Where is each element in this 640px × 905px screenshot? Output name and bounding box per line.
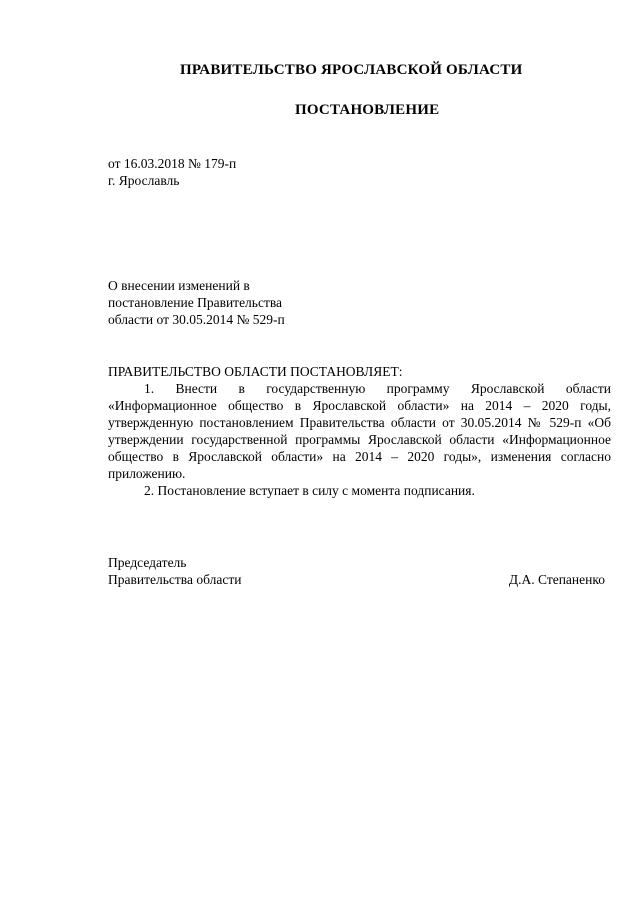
subject-line-2: постановление Правительства — [108, 295, 283, 310]
signatory-title-line-1: Председатель — [108, 555, 187, 570]
decree-statement: ПРАВИТЕЛЬСТВО ОБЛАСТИ ПОСТАНОВЛЯЕТ: — [108, 364, 403, 379]
signatory-title-line-2: Правительства области — [108, 572, 242, 587]
document-meta — [108, 155, 236, 189]
document-body — [108, 363, 611, 499]
city: г. Ярославль — [108, 173, 180, 188]
signature-row — [108, 571, 605, 588]
decree-item-2: 2. Постановление вступает в силу с момента подписания. — [144, 483, 475, 498]
document-type-title: ПОСТАНОВЛЕНИЕ — [295, 102, 440, 118]
subject-line-3: области от 30.05.2014 № 529-п — [108, 312, 285, 327]
government-title: ПРАВИТЕЛЬСТВО ЯРОСЛАВСКОЙ ОБЛАСТИ — [180, 62, 523, 78]
document-subject — [108, 277, 285, 328]
subject-line-1: О внесении изменений в — [108, 278, 250, 293]
decree-item-1: 1. Внести в государственную программу Ярославской области «Информационное общество в Ярославской области» на 2014 – 2020 годы, утвержденную постановлением Правительства области от 30.05.2014 № 529-п «Об утверждении государственной программы Ярославской области «Информационное общество в Ярославской области» на 2014 – 2020 годы», изменения согласно приложению. — [108, 381, 611, 481]
signature-block — [108, 554, 605, 588]
date-number: от 16.03.2018 № 179-п — [108, 156, 237, 171]
signatory-name: Д.А. Степаненко — [508, 572, 605, 587]
